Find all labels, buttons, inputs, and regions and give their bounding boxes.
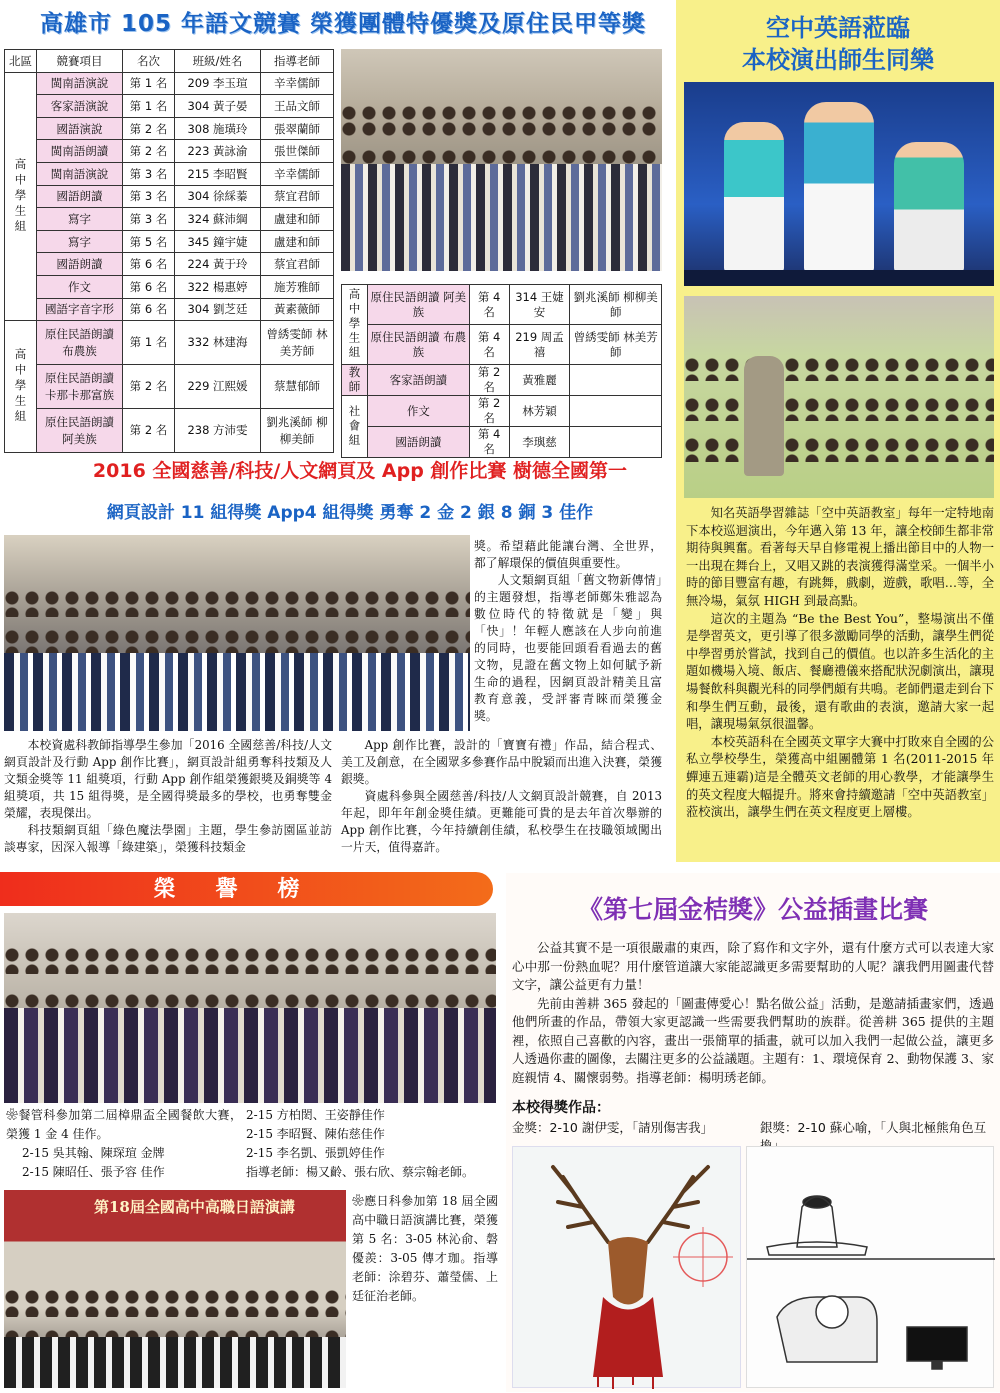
english-title-line1: 空中英語蒞臨 [766,14,910,42]
charity-text [512,939,994,1087]
table-row [5,208,334,231]
table-cell: 國語演說 [37,117,123,140]
table-cell: 劉兆溪師 柳柳美師 [261,409,334,453]
table-cell: 304 徐綵蓁 [175,185,261,208]
paragraph: 科技類網頁組「綠色魔法學園」主題，學生參訪園區並訪談專家，因深入報導「綠建築」，榮獲科技類金 [4,823,332,854]
catering-text-right [246,1106,500,1182]
group-photo-web-contest [4,535,470,731]
honor-line: 2-15 方柏閎、王姿靜佳作 [246,1108,385,1122]
col-header: 競賽項目 [37,50,123,73]
col-header: 班級/姓名 [175,50,261,73]
table-cell: 盧建和師 [261,230,334,253]
japanese-text: ❀應日科參加第 18 屆全國高中職日語演講比賽，榮獲第 5 名：3-05 林沁俞、磐優羨：3-05 傳才珈。指導老師：涂碧芬、蕭瑩儒、上廷征治老師。 [352,1194,498,1303]
honor-line: 2-15 李名凱、張凱婷佳作 [246,1146,385,1160]
table-cell: 閩南語演說 [37,72,123,95]
table-cell: 324 蘇沛綱 [175,208,261,231]
paragraph: 這次的主題為 “Be the Best You”，整場演出不僅是學習英文，更引導了很多激勵同學的活動，讓學生們從中學習勇於嘗試，找到自己的價值。也以許多生活化的主題如機場入境、飯店、餐廳禮儀來搭配狀況劇演出，讓現場餐飲科與觀光科的同學們頗有共鳴。老師們還走到台下和學生們互動，最後，還有歌曲的表演，邀請大家一起唱，讓現場氣氛很溫馨。 [686,611,994,732]
table-cell: 辛幸儒師 [261,72,334,95]
table-cell: 223 黃詠渝 [175,140,261,163]
table-cell: 308 施璜玲 [175,117,261,140]
web-contest-text-right [474,538,662,725]
performance-photo [684,82,994,286]
table-cell: 曾綉雯師 林美芳師 [261,321,334,365]
table-cell: 229 江熙媛 [175,365,261,409]
table-cell: 304 劉芝廷 [175,298,261,321]
silver-award: 銀獎：2-10 蘇心喻，「人與北極熊角色互 [760,1120,987,1135]
table-cell: 第 3 名 [123,162,175,185]
group-label: 高中學生組 [342,285,368,365]
table-cell: 蔡宜君師 [261,253,334,276]
deer-illustration [512,1146,741,1388]
table-cell: 黃雅麗 [509,365,570,396]
table-cell: 寫字 [37,208,123,231]
group-label: 高中學生組 [5,321,37,453]
table-cell: 王品文師 [261,95,334,118]
table-cell: 作文 [368,396,470,427]
flower-icon: ❀ [6,1108,19,1122]
table-cell: 第 4 名 [469,325,509,365]
paragraph: App 創作比賽，設計的「寶寶有禮」作品，結合程式、美工及創意，在全國眾多參賽作品中脫穎而出進入決賽，榮獲銀獎。 [341,738,662,786]
table-row [5,298,334,321]
table-cell: 第 3 名 [123,208,175,231]
table-row [5,162,334,185]
table-cell: 李璵慈 [509,427,570,458]
table-cell [570,396,662,427]
table-cell: 第 6 名 [123,298,175,321]
table-cell: 客家語演說 [37,95,123,118]
audience-photo [684,296,994,498]
table-cell: 寫字 [37,230,123,253]
table-cell: 閩南語演說 [37,162,123,185]
honor-line: 2-15 李昭賢、陳佑慈佳作 [246,1127,385,1141]
table-cell: 林芳穎 [509,396,570,427]
table-row [5,185,334,208]
table-cell: 張翠蘭師 [261,117,334,140]
table-cell: 原住民語朗讀 阿美族 [37,409,123,453]
table-row [5,117,334,140]
web-contest-text-mid [341,737,662,856]
table-cell: 第 4 名 [469,285,509,325]
col-header: 北區 [5,50,37,73]
table-cell: 劉兆溪師 柳柳美師 [570,285,662,325]
catering-award-photo [4,913,496,1103]
table-cell: 施芳雅師 [261,275,334,298]
table-row [5,230,334,253]
table-row [342,396,662,427]
table-cell: 第 4 名 [469,427,509,458]
english-text [686,505,994,822]
table-cell: 原住民語朗讀 阿美族 [368,285,470,325]
table-cell: 辛幸儒師 [261,162,334,185]
table-cell: 第 5 名 [123,230,175,253]
table-cell: 蔡慧郁師 [261,365,334,409]
col-header: 名次 [123,50,175,73]
table-cell: 209 李玉瑄 [175,72,261,95]
contest-table-right [341,284,662,458]
japanese-banner-text: 第18屆全國高中高職日語演講 [94,1198,295,1216]
table-header-row [5,50,334,73]
table-cell: 國語朗讀 [37,185,123,208]
table-cell: 曾綉雯師 林美芳師 [570,325,662,365]
table-cell: 第 2 名 [469,365,509,396]
table-row [5,365,334,409]
table-cell: 閩南語朗讀 [37,140,123,163]
table-cell: 第 1 名 [123,321,175,365]
table-cell: 第 2 名 [123,365,175,409]
table-row [342,365,662,396]
honor-line: 2-15 陳昭任、張予容 佳作 [22,1165,165,1179]
table-cell: 原住民語朗讀 布農族 [368,325,470,365]
table-cell: 238 方沛雯 [175,409,261,453]
group-label: 社會組 [342,396,368,458]
table-cell: 張世傑師 [261,140,334,163]
table-row [342,427,662,458]
english-title-line2: 本校演出師生同樂 [742,46,934,74]
table-cell [570,427,662,458]
paragraph: 本校英語科在全國英文單字大賽中打敗來自全國的公私立學校學生，榮獲高中組團體第 1 名(2011-2015 年蟬連五連霸)這是全體英文老師的用心教學，才能讓學生的英文程度大幅提升。將來會持續邀請「空中英語教室」蒞校演出，讓學生們在英文程度更上層樓。 [686,734,994,820]
honor-line: 2-15 吳其翰、陳琛瑄 金牌 [22,1146,165,1160]
table-row [342,285,662,325]
table-cell: 314 王婕安 [509,285,570,325]
catering-text-left [6,1106,242,1182]
table-cell: 盧建和師 [261,208,334,231]
table-cell: 國語朗讀 [368,427,470,458]
gold-award: 金獎：2-10 謝伊雯，「請別傷害我」 [512,1120,714,1135]
table-cell: 215 李昭賢 [175,162,261,185]
contest-table [4,49,334,453]
page-title: 高雄市 105 年語文競賽 榮獲團體特優獎及原住民甲等獎 [40,11,647,37]
paragraph: 先前由善耕 365 發起的「圖畫傳愛心！點名做公益」活動，是邀請插畫家們，透過他們所畫的作品，帶領大家更認識一些需要我們幫助的族群。從善耕 365 提供的主題裡，依照自己喜歡的內容，畫出一張簡單的插畫，就可以加入我們一起做公益，讓更多人透過你畫的圖像，去關注更多的公益議題。主題有：1、環境保育 2、動物保護 3、家庭親情 4、關懷弱勢。指導老師：楊明琇老師。 [512,995,994,1085]
table-row [5,275,334,298]
honor-line: 指導老師：楊又齡、張右欣、蔡宗翰老師。 [246,1165,475,1179]
paragraph: 公益其實不是一項很嚴肅的東西，除了寫作和文字外，還有什麼方式可以表達大家心中那一份熱血呢？用什麼管道讓大家能認識更多需要幫助的人呢？讓我們用圖畫代替文字，讓公益更有力量！ [512,940,994,992]
honor-banner: 榮譽榜 [0,872,493,906]
table-cell [570,365,662,396]
group-photo-contest [341,49,662,271]
table-cell: 345 鐘宇婕 [175,230,261,253]
japanese-speech-photo [4,1190,346,1388]
web-contest-title: 2016 全國慈善/科技/人文網頁及 App 創作比賽 樹德全國第一 [92,460,628,482]
paragraph: 資處科參與全國慈善/科技/人文網頁設計競賽，自 2013 年起，即年年創金獎佳績。更難能可貴的是去年首次舉辦的 App 創作比賽，今年持續創佳績，私校學生在技職領域闖出一片天，值得嘉許。 [341,789,662,854]
table-cell: 國語朗讀 [37,253,123,276]
paragraph: 獎。希望藉此能讓台灣、全世界，都了解環保的價值與重要性。 [474,539,662,570]
table-cell: 224 黃于玲 [175,253,261,276]
table-cell: 第 1 名 [123,72,175,95]
group-label: 高中學生組 [5,72,37,321]
table-cell: 作文 [37,275,123,298]
table-row [5,253,334,276]
table-cell: 蔡宜君師 [261,185,334,208]
table-cell: 黃素薇師 [261,298,334,321]
table-cell: 219 周孟禧 [509,325,570,365]
table-row [5,321,334,365]
paragraph: 本校資處科教師指導學生參加「2016 全國慈善/科技/人文網頁設計及行動 App 創作比賽」，網頁設計組勇奪科技類及人文類金獎等 11 組獎項，行動 App 創作組榮獲銀獎及銅獎等 4 組獎項，共 15 組得獎，是全國得獎最多的學校，也勇奪雙金榮耀，表現傑出。 [4,738,332,820]
group-label: 教師 [342,365,368,396]
table-cell: 第 2 名 [123,140,175,163]
flower-icon: ❀ [352,1194,365,1208]
table-row [5,409,334,453]
works-heading: 本校得獎作品： [512,1100,610,1116]
table-cell: 322 楊惠婷 [175,275,261,298]
web-contest-text-left [4,737,332,856]
table-cell: 第 2 名 [469,396,509,427]
table-cell: 第 2 名 [123,409,175,453]
table-cell: 原住民語朗讀 卡那卡那富族 [37,365,123,409]
table-cell: 第 6 名 [123,275,175,298]
col-header: 指導老師 [261,50,334,73]
charity-title: 《第七屆金桔獎》公益插畫比賽 [577,895,928,924]
table-cell: 國語字音字形 [37,298,123,321]
paragraph: 人文類網頁組「舊文物新傳情」的主題發想，指導老師鄭朱雅認為數位時代的特徵就是「變」與「快」！年輕人應該在人步向前進的同時，也要能回頭看看過去的舊文物，見證在舊文物上如何賦予新生命的過程，因網頁設計精美且富教育意義，受評審青睞而榮獲金獎。 [474,573,662,723]
table-cell: 第 1 名 [123,95,175,118]
table-cell: 第 6 名 [123,253,175,276]
table-row [5,140,334,163]
table-cell: 304 黃子晏 [175,95,261,118]
table-row [5,72,334,95]
table-cell: 原住民語朗讀 布農族 [37,321,123,365]
bear-illustration [746,1146,994,1388]
web-contest-subtitle: 網頁設計 11 組得獎 App4 組得獎 勇奪 2 金 2 銀 8 銅 3 佳作 [106,503,594,523]
paragraph: 知名英語學習雜誌「空中英語教室」每年一定特地南下本校巡迴演出，今年邁入第 13 年，讓全校師生都非常期待與興奮。看著每天早自修電視上播出節目中的人物一一出現在舞台上，又唱又跳的表演獲得滿堂采。一個半小時的節目豐富有趣，有跳舞，戲劇，遊戲，歌唱…等，全無冷場，氣氛 HIGH 到最高點。 [686,506,994,608]
table-cell: 客家語朗讀 [368,365,470,396]
table-cell: 第 3 名 [123,185,175,208]
honor-line: ❀餐管科參加第二屆樟鼎盃全國餐飲大賽，榮獲 1 金 4 佳作。 [6,1108,242,1141]
table-cell: 332 林建海 [175,321,261,365]
table-row [342,325,662,365]
table-row [5,95,334,118]
table-cell: 第 2 名 [123,117,175,140]
